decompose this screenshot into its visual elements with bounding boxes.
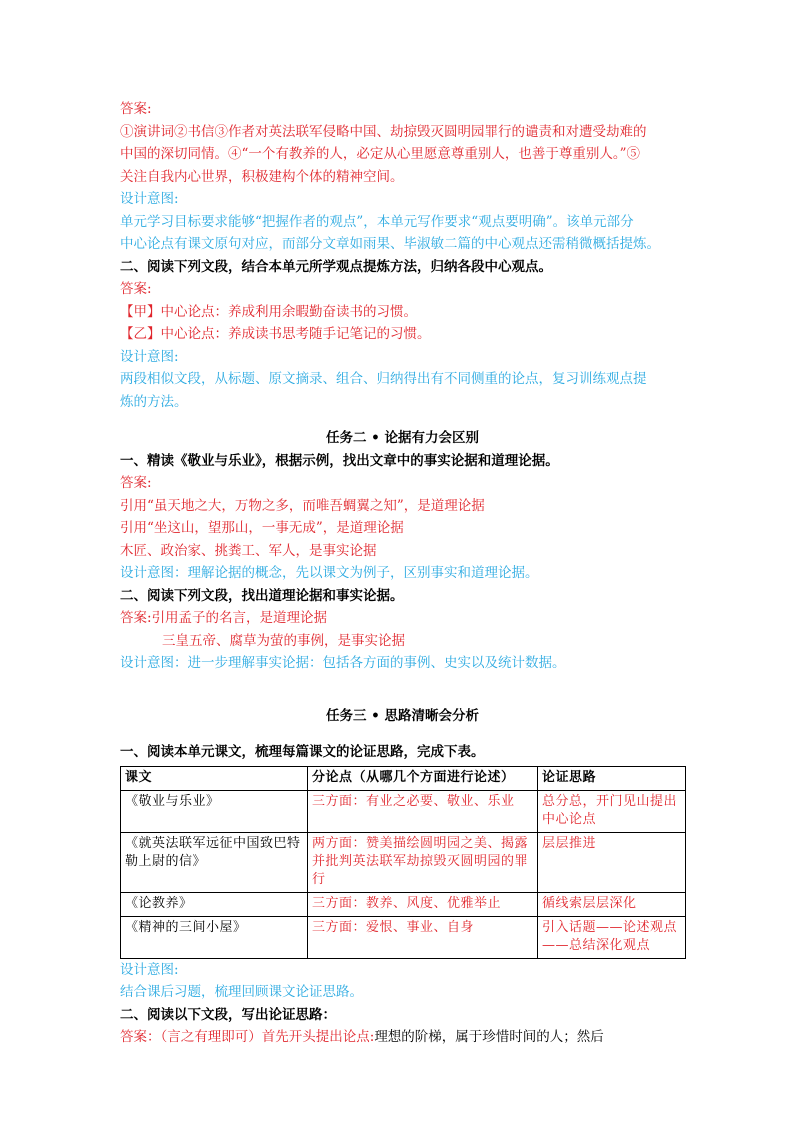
task2-question-1: 一、精读《敬业与乐业》，根据示例，找出文章中的事实论据和道理论据。 (120, 452, 559, 469)
q2-answer-label: 答案: (120, 281, 152, 297)
task2-question-2: 二、阅读下列文段，找出道理论据和事实论据。 (120, 587, 404, 604)
answer-label: 答案: (120, 101, 152, 117)
cell-text: 《精神的三间小屋》 (121, 916, 308, 958)
q2-design-line-2: 炼的方法。 (120, 393, 188, 410)
cell-reasoning: 引入话题——论述观点——总结深化观点 (538, 916, 686, 958)
task2-q2-answer-1: 引用孟子的名言，是道理论据 (151, 610, 328, 626)
argument-table (120, 766, 686, 959)
task2-q1-answer-3: 木匠、政治家、挑粪工、军人，是事实论据 (120, 542, 377, 559)
q2-answer-a: 【甲】中心论点：养成利用余暇勤奋读书的习惯。 (120, 303, 417, 320)
task2-q2-answer-2: 三皇五帝、腐草为萤的事例，是事实论据 (162, 632, 405, 649)
cell-sub-points: 三方面：爱恨、事业、自身 (308, 916, 538, 958)
header-reasoning: 论证思路 (538, 766, 686, 790)
task3-question-2: 二、阅读以下文段，写出论证思路： (120, 1006, 336, 1023)
design-label: 设计意图: (120, 191, 179, 207)
cell-sub-points: 三方面：有业之必要、敬业、乐业 (308, 790, 538, 832)
task3-design: 结合课后习题，梳理回顾课文论证思路。 (120, 984, 363, 1000)
q2-design-label: 设计意图: (120, 348, 179, 365)
cell-sub-points: 三方面：教养、风度、优雅举止 (308, 892, 538, 916)
task2-q1-design: 设计意图：理解论据的概念，先以课文为例子，区别事实和道理论据。 (120, 565, 539, 581)
table-row (121, 790, 686, 832)
task3-design-label: 设计意图: (120, 961, 179, 978)
q2-answer-b: 【乙】中心论点：养成读书思考随手记笔记的习惯。 (120, 326, 431, 342)
cell-sub-points: 两方面：赞美描绘圆明园之美、揭露并批判英法联军劫掠毁灭圆明园的罪行 (308, 832, 538, 892)
task2-q1-answer-label: 答案: (120, 475, 152, 491)
table-row (121, 892, 686, 916)
question-2-heading: 二、阅读下列文段，结合本单元所学观点提炼方法，归纳各段中心观点。 (120, 258, 552, 275)
cell-reasoning: 总分总，开门见山提出中心论点 (538, 790, 686, 832)
design-line-2: 中心论点有课文原句对应，而部分文章如雨果、毕淑敏二篇的中心观点还需稍微概括提炼。 (120, 236, 660, 252)
task3-q2-answer-row (120, 1026, 685, 1049)
cell-text: 《就英法联军远征中国致巴特勒上尉的信》 (121, 832, 308, 892)
cell-reasoning: 层层推进 (538, 832, 686, 892)
task2-q1-answer-2: 引用“坐这山，望那山，一事无成”，是道理论据 (120, 520, 404, 536)
task2-q2-design: 设计意图：进一步理解事实论据：包括各方面的事例、史实以及统计数据。 (120, 655, 566, 671)
header-text: 课文 (121, 766, 308, 790)
task2-q2-answer-label: 答案: (120, 610, 152, 626)
task3-question-1: 一、阅读本单元课文，梳理每篇课文的论证思路，完成下表。 (120, 744, 485, 760)
cell-text: 《敬业与乐业》 (121, 790, 308, 832)
answer-line-2: 中国的深切同情。④“一个有教养的人，必定从心里愿意尊重别人，也善于尊重别人。”⑤ (120, 146, 641, 162)
document-page (120, 98, 685, 1049)
table-row (121, 916, 686, 958)
design-line-1: 单元学习目标要求能够“把握作者的观点”，本单元写作要求“观点要明确”。该单元部分 (120, 213, 634, 230)
task2-q2-answer-row (120, 607, 685, 630)
answer-line-1: ①演讲词②书信③作者对英法联军侵略中国、劫掠毁灭圆明园罪行的谴责和对遭受劫难的 (120, 123, 647, 140)
task3-q2-answer-red: 答案：（言之有理即可）首先开头提出论点: (120, 1029, 375, 1045)
header-sub-points: 分论点（从哪几个方面进行论述） (308, 766, 538, 790)
task2-title: 任务二 • 论据有力会区别 (325, 430, 480, 446)
task3-q2-answer-black: 理想的阶梯，属于珍惜时间的人；然后 (374, 1029, 604, 1045)
task3-title: 任务三 • 思路清晰会分析 (325, 707, 480, 724)
cell-reasoning: 循线索层层深化 (538, 892, 686, 916)
answer-line-3: 关注自我内心世界，积极建构个体的精神空间。 (120, 168, 404, 185)
table-row (121, 832, 686, 892)
task2-q1-answer-1: 引用“虽天地之大，万物之多，而唯吾蜩翼之知”，是道理论据 (120, 497, 485, 514)
table-header-row (121, 766, 686, 790)
cell-text: 《论教养》 (121, 892, 308, 916)
q2-design-line-1: 两段相似文段，从标题、原文摘录、组合、归纳得出有不同侧重的论点，复习训练观点提 (120, 371, 647, 387)
